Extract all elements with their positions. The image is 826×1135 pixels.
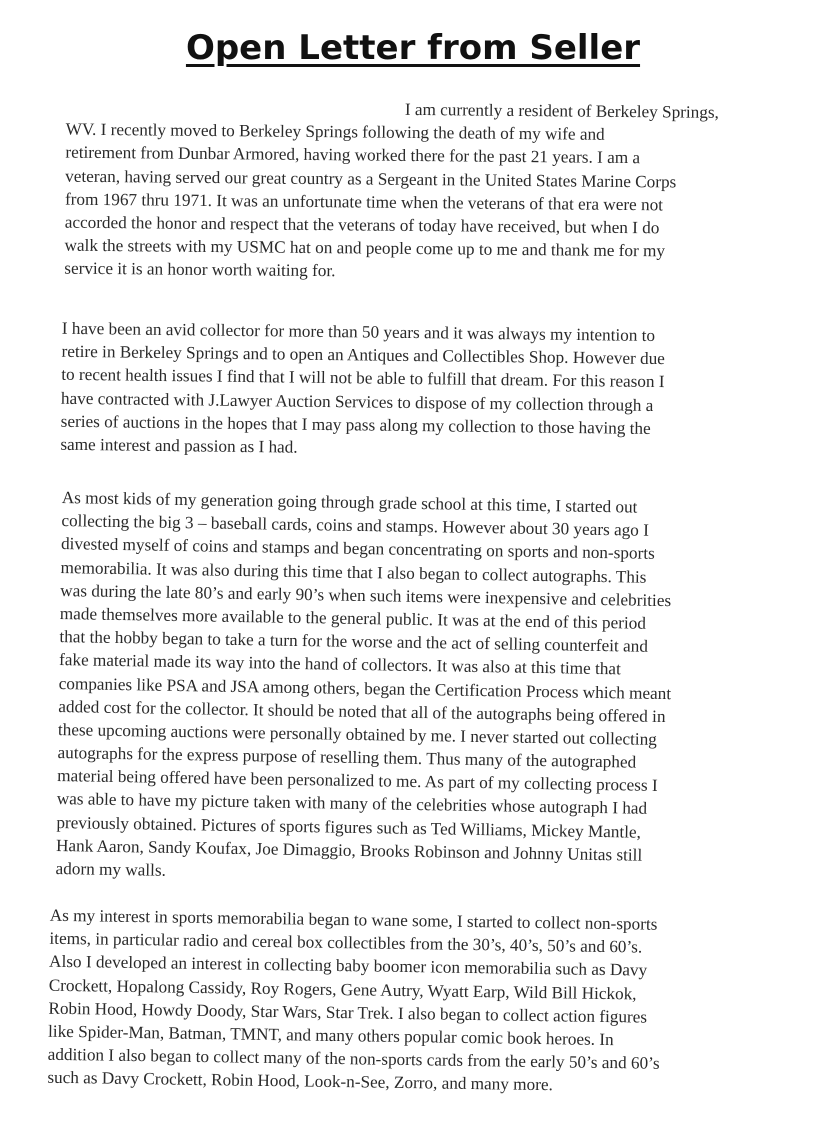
letter-line: retirement from Dunbar Armored, having worked there for the past 21 years. I am a xyxy=(65,143,641,168)
letter-line: accorded the honor and respect that the veterans of today have received, but when I do xyxy=(64,212,660,238)
letter-line: walk the streets with my USMC hat on and people come up to me and thank me for my xyxy=(64,235,666,261)
letter-line: addition I also began to collect many of the non-sports cards from the early 50’s and 60’s xyxy=(47,1044,660,1073)
letter-line: As most kids of my generation going through grade school at this time, I started out xyxy=(61,487,638,517)
letter-line: divested myself of coins and stamps and began concentrating on sports and non-sports xyxy=(60,534,655,563)
letter-line: material being offered have been personalized to me. As part of my collecting process I xyxy=(57,765,658,795)
paragraph-collector-intent xyxy=(0,316,826,465)
letter-line: was able to have my picture taken with many of the celebrities whose autograph I had xyxy=(56,789,648,818)
page-title: Open Letter from Seller xyxy=(185,28,641,68)
letter-line: memorabilia. It was also during this time that I also began to collect autographs. This xyxy=(60,557,647,586)
letter-line: WV. I recently moved to Berkeley Springs following the death of my wife and xyxy=(65,119,605,144)
letter-line: Also I developed an interest in collecting baby boomer icon memorabilia such as Davy xyxy=(48,951,648,980)
letter-body xyxy=(0,94,826,1095)
letter-line: to recent health issues I find that I will not be able to fulfill that dream. For this reason I xyxy=(61,364,665,391)
letter-line: As my interest in sports memorabilia began to wane some, I started to collect non-sports xyxy=(49,905,658,934)
letter-line: Robin Hood, Howdy Doody, Star Wars, Star Trek. I also began to collect action figures xyxy=(48,998,648,1027)
letter-line: have contracted with J.Lawyer Auction Services to dispose of my collection through a xyxy=(60,387,654,415)
letter-line: Hank Aaron, Sandy Koufax, Joe Dimaggio, Brooks Robinson and Johnny Unitas still xyxy=(55,835,643,865)
letter-line: Crockett, Hopalong Cassidy, Roy Rogers, Gene Autry, Wyatt Earp, Wild Bill Hickok, xyxy=(48,975,637,1003)
letter-line: that the hobby began to take a turn for the worse and the act of selling counterfeit and xyxy=(59,626,649,656)
letter-line: companies like PSA and JSA among others, began the Certification Process which meant xyxy=(58,673,672,703)
letter-line: I am currently a resident of Berkeley Springs, xyxy=(404,99,720,122)
paragraph-non-sports-collecting xyxy=(0,903,826,1101)
letter-line: items, in particular radio and cereal box collectibles from the 30’s, 40’s, 50’s and 60’s. xyxy=(49,928,643,957)
letter-line: like Spider-Man, Batman, TMNT, and many others popular comic book heroes. In xyxy=(47,1021,614,1049)
letter-line: retire in Berkeley Springs and to open an Antiques and Collectibles Shop. However due xyxy=(61,341,665,368)
paragraph-collecting-history xyxy=(0,485,826,893)
letter-line: service it is an honor worth waiting for. xyxy=(64,258,336,281)
letter-line: veteran, having served our great country as a Sergeant in the United States Marine Corps xyxy=(65,166,677,192)
letter-line: series of auctions in the hopes that I may pass along my collection to those having the xyxy=(60,411,651,438)
letter-line: I have been an avid collector for more than 50 years and it was always my intention to xyxy=(61,318,656,345)
letter-line: added cost for the collector. It should be noted that all of the autographs being offered in xyxy=(58,696,666,726)
letter-line: collecting the big 3 – baseball cards, coins and stamps. However about 30 years ago I xyxy=(61,510,650,540)
letter-line: same interest and passion as I had. xyxy=(60,434,298,457)
letter-line: autographs for the express purpose of reselling them. Thus many of the autographed xyxy=(57,742,637,772)
paragraph-introduction xyxy=(0,94,826,287)
letter-line: such as Davy Crockett, Robin Hood, Look-n-See, Zorro, and many more. xyxy=(47,1067,554,1095)
letter-line: previously obtained. Pictures of sports figures such as Ted Williams, Mickey Mantle, xyxy=(56,812,642,841)
letter-line: made themselves more available to the general public. It was at the end of this period xyxy=(59,603,647,633)
letter-line: was during the late 80’s and early 90’s when such items were inexpensive and celebrities xyxy=(60,580,672,610)
letter-line: these upcoming auctions were personally obtained by me. I never started out collecting xyxy=(57,719,658,749)
letter-line: from 1967 thru 1971. It was an unfortunate time when the veterans of that era were not xyxy=(64,189,664,215)
letter-line: fake material made its way into the hand of collectors. It was also at this time that xyxy=(58,649,621,679)
letter-line: adorn my walls. xyxy=(55,858,167,880)
